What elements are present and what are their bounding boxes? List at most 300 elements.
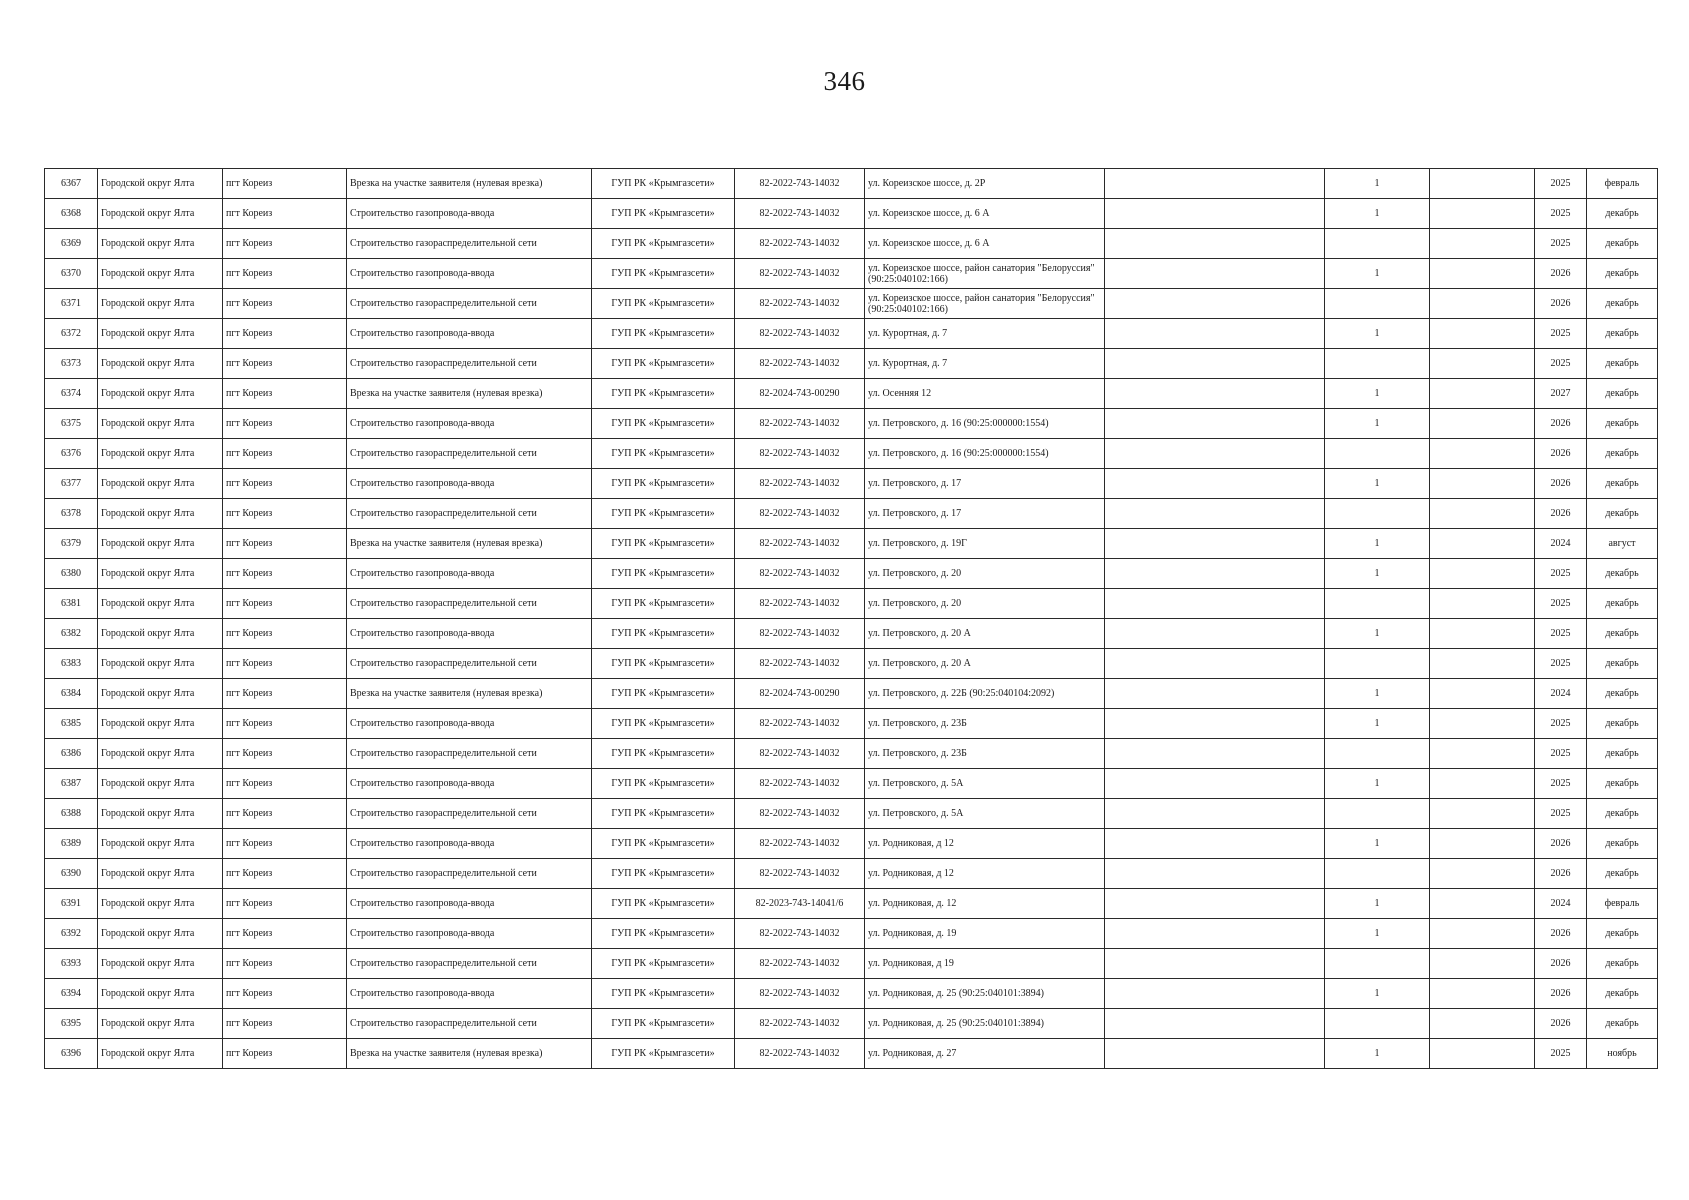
cell-number: 6374 — [45, 379, 98, 409]
cell-quantity: 1 — [1325, 679, 1430, 709]
cell-month: декабрь — [1587, 619, 1658, 649]
cell-organization: ГУП РК «Крымгазсети» — [592, 289, 735, 319]
cell-work-type: Строительство газопровода-ввода — [347, 259, 592, 289]
cell-district: Городской округ Ялта — [98, 919, 223, 949]
cell-year: 2026 — [1535, 919, 1587, 949]
cell-code: 82-2022-743-14032 — [735, 439, 865, 469]
cell-district: Городской округ Ялта — [98, 409, 223, 439]
cell-number: 6377 — [45, 469, 98, 499]
cell-number: 6389 — [45, 829, 98, 859]
cell-month: декабрь — [1587, 799, 1658, 829]
table-row — [45, 349, 1658, 379]
cell-code: 82-2022-743-14032 — [735, 1009, 865, 1039]
cell-year: 2026 — [1535, 979, 1587, 1009]
cell-work-type: Строительство газопровода-ввода — [347, 319, 592, 349]
cell-number: 6396 — [45, 1039, 98, 1069]
cell-number: 6392 — [45, 919, 98, 949]
cell-month: декабрь — [1587, 259, 1658, 289]
cell-quantity: 1 — [1325, 559, 1430, 589]
cell-district: Городской округ Ялта — [98, 379, 223, 409]
cell-extra — [1105, 439, 1325, 469]
cell-quantity: 1 — [1325, 829, 1430, 859]
cell-district: Городской округ Ялта — [98, 859, 223, 889]
cell-extra — [1105, 229, 1325, 259]
cell-month: декабрь — [1587, 559, 1658, 589]
cell-year: 2024 — [1535, 889, 1587, 919]
cell-number: 6379 — [45, 529, 98, 559]
cell-year: 2025 — [1535, 1039, 1587, 1069]
cell-month: февраль — [1587, 169, 1658, 199]
cell-year: 2026 — [1535, 469, 1587, 499]
cell-blank — [1430, 349, 1535, 379]
cell-extra — [1105, 259, 1325, 289]
cell-code: 82-2022-743-14032 — [735, 829, 865, 859]
cell-address: ул. Петровского, д. 22Б (90:25:040104:2092) — [865, 679, 1105, 709]
cell-address: ул. Петровского, д. 20 А — [865, 619, 1105, 649]
cell-blank — [1430, 439, 1535, 469]
cell-number: 6382 — [45, 619, 98, 649]
cell-blank — [1430, 379, 1535, 409]
table-row — [45, 409, 1658, 439]
cell-extra — [1105, 469, 1325, 499]
cell-year: 2024 — [1535, 529, 1587, 559]
cell-extra — [1105, 619, 1325, 649]
cell-year: 2026 — [1535, 289, 1587, 319]
cell-code: 82-2022-743-14032 — [735, 499, 865, 529]
cell-organization: ГУП РК «Крымгазсети» — [592, 679, 735, 709]
cell-district: Городской округ Ялта — [98, 289, 223, 319]
cell-extra — [1105, 829, 1325, 859]
cell-code: 82-2022-743-14032 — [735, 229, 865, 259]
cell-locality: пгт Кореиз — [223, 439, 347, 469]
cell-address: ул. Петровского, д. 16 (90:25:000000:1554) — [865, 439, 1105, 469]
cell-quantity — [1325, 649, 1430, 679]
cell-month: декабрь — [1587, 469, 1658, 499]
cell-address: ул. Родниковая, д. 19 — [865, 919, 1105, 949]
cell-number: 6375 — [45, 409, 98, 439]
cell-quantity — [1325, 859, 1430, 889]
cell-number: 6370 — [45, 259, 98, 289]
cell-organization: ГУП РК «Крымгазсети» — [592, 1039, 735, 1069]
cell-organization: ГУП РК «Крымгазсети» — [592, 889, 735, 919]
cell-number: 6378 — [45, 499, 98, 529]
cell-organization: ГУП РК «Крымгазсети» — [592, 169, 735, 199]
cell-extra — [1105, 199, 1325, 229]
cell-month: декабрь — [1587, 319, 1658, 349]
cell-organization: ГУП РК «Крымгазсети» — [592, 829, 735, 859]
cell-locality: пгт Кореиз — [223, 799, 347, 829]
table-row — [45, 649, 1658, 679]
cell-blank — [1430, 259, 1535, 289]
cell-blank — [1430, 829, 1535, 859]
cell-code: 82-2022-743-14032 — [735, 949, 865, 979]
cell-quantity: 1 — [1325, 409, 1430, 439]
cell-locality: пгт Кореиз — [223, 559, 347, 589]
cell-address: ул. Петровского, д. 23Б — [865, 709, 1105, 739]
cell-code: 82-2022-743-14032 — [735, 919, 865, 949]
cell-number: 6390 — [45, 859, 98, 889]
cell-work-type: Строительство газораспределительной сети — [347, 799, 592, 829]
table-row — [45, 619, 1658, 649]
cell-month: декабрь — [1587, 439, 1658, 469]
cell-address: ул. Родниковая, д 12 — [865, 829, 1105, 859]
cell-code: 82-2024-743-00290 — [735, 679, 865, 709]
cell-month: декабрь — [1587, 349, 1658, 379]
cell-year: 2026 — [1535, 409, 1587, 439]
cell-extra — [1105, 349, 1325, 379]
cell-address: ул. Кореизское шоссе, д. 2Р — [865, 169, 1105, 199]
cell-work-type: Строительство газораспределительной сети — [347, 439, 592, 469]
cell-quantity — [1325, 439, 1430, 469]
cell-month: декабрь — [1587, 979, 1658, 1009]
cell-district: Городской округ Ялта — [98, 1039, 223, 1069]
cell-district: Городской округ Ялта — [98, 799, 223, 829]
cell-district: Городской округ Ялта — [98, 709, 223, 739]
cell-locality: пгт Кореиз — [223, 679, 347, 709]
cell-extra — [1105, 379, 1325, 409]
cell-blank — [1430, 289, 1535, 319]
cell-locality: пгт Кореиз — [223, 349, 347, 379]
cell-work-type: Строительство газораспределительной сети — [347, 499, 592, 529]
cell-quantity: 1 — [1325, 919, 1430, 949]
cell-address: ул. Курортная, д. 7 — [865, 319, 1105, 349]
cell-address: ул. Родниковая, д. 25 (90:25:040101:3894) — [865, 1009, 1105, 1039]
cell-month: декабрь — [1587, 409, 1658, 439]
cell-blank — [1430, 499, 1535, 529]
cell-code: 82-2022-743-14032 — [735, 739, 865, 769]
cell-blank — [1430, 709, 1535, 739]
cell-locality: пгт Кореиз — [223, 229, 347, 259]
cell-work-type: Строительство газопровода-ввода — [347, 469, 592, 499]
cell-address: ул. Петровского, д. 5А — [865, 799, 1105, 829]
cell-district: Городской округ Ялта — [98, 589, 223, 619]
table-row — [45, 739, 1658, 769]
table-row — [45, 439, 1658, 469]
cell-work-type: Строительство газораспределительной сети — [347, 229, 592, 259]
table-row — [45, 499, 1658, 529]
cell-organization: ГУП РК «Крымгазсети» — [592, 559, 735, 589]
cell-quantity: 1 — [1325, 529, 1430, 559]
cell-code: 82-2024-743-00290 — [735, 379, 865, 409]
cell-address: ул. Петровского, д. 20 — [865, 589, 1105, 619]
cell-month: декабрь — [1587, 499, 1658, 529]
cell-work-type: Строительство газопровода-ввода — [347, 559, 592, 589]
cell-extra — [1105, 499, 1325, 529]
cell-extra — [1105, 1009, 1325, 1039]
table-row — [45, 529, 1658, 559]
cell-work-type: Строительство газопровода-ввода — [347, 919, 592, 949]
cell-blank — [1430, 919, 1535, 949]
table-row — [45, 379, 1658, 409]
cell-organization: ГУП РК «Крымгазсети» — [592, 319, 735, 349]
cell-address: ул. Петровского, д. 19Г — [865, 529, 1105, 559]
table-row — [45, 829, 1658, 859]
cell-work-type: Врезка на участке заявителя (нулевая врезка) — [347, 379, 592, 409]
cell-district: Городской округ Ялта — [98, 169, 223, 199]
cell-locality: пгт Кореиз — [223, 259, 347, 289]
cell-organization: ГУП РК «Крымгазсети» — [592, 529, 735, 559]
cell-extra — [1105, 979, 1325, 1009]
cell-address: ул. Петровского, д. 17 — [865, 499, 1105, 529]
cell-locality: пгт Кореиз — [223, 829, 347, 859]
table-row — [45, 259, 1658, 289]
cell-organization: ГУП РК «Крымгазсети» — [592, 949, 735, 979]
cell-code: 82-2022-743-14032 — [735, 529, 865, 559]
cell-number: 6369 — [45, 229, 98, 259]
cell-number: 6381 — [45, 589, 98, 619]
cell-extra — [1105, 859, 1325, 889]
cell-year: 2025 — [1535, 709, 1587, 739]
cell-quantity: 1 — [1325, 1039, 1430, 1069]
cell-extra — [1105, 739, 1325, 769]
cell-quantity — [1325, 229, 1430, 259]
cell-work-type: Строительство газопровода-ввода — [347, 619, 592, 649]
cell-number: 6395 — [45, 1009, 98, 1039]
cell-address: ул. Кореизское шоссе, район санатория "Белоруссия" (90:25:040102:166) — [865, 259, 1105, 289]
cell-address: ул. Петровского, д. 17 — [865, 469, 1105, 499]
cell-blank — [1430, 679, 1535, 709]
cell-work-type: Строительство газопровода-ввода — [347, 409, 592, 439]
cell-number: 6391 — [45, 889, 98, 919]
cell-locality: пгт Кореиз — [223, 199, 347, 229]
cell-address: ул. Кореизское шоссе, район санатория "Белоруссия" (90:25:040102:166) — [865, 289, 1105, 319]
table-row — [45, 199, 1658, 229]
table-row — [45, 319, 1658, 349]
cell-blank — [1430, 649, 1535, 679]
cell-extra — [1105, 949, 1325, 979]
cell-year: 2025 — [1535, 769, 1587, 799]
cell-number: 6385 — [45, 709, 98, 739]
cell-year: 2026 — [1535, 499, 1587, 529]
table-row — [45, 889, 1658, 919]
cell-locality: пгт Кореиз — [223, 289, 347, 319]
cell-blank — [1430, 769, 1535, 799]
cell-year: 2027 — [1535, 379, 1587, 409]
cell-quantity: 1 — [1325, 619, 1430, 649]
cell-district: Городской округ Ялта — [98, 559, 223, 589]
cell-blank — [1430, 319, 1535, 349]
cell-address: ул. Курортная, д. 7 — [865, 349, 1105, 379]
cell-district: Городской округ Ялта — [98, 199, 223, 229]
cell-extra — [1105, 589, 1325, 619]
cell-locality: пгт Кореиз — [223, 709, 347, 739]
cell-locality: пгт Кореиз — [223, 949, 347, 979]
cell-district: Городской округ Ялта — [98, 949, 223, 979]
cell-number: 6384 — [45, 679, 98, 709]
table-row — [45, 919, 1658, 949]
cell-organization: ГУП РК «Крымгазсети» — [592, 619, 735, 649]
cell-district: Городской округ Ялта — [98, 649, 223, 679]
cell-blank — [1430, 559, 1535, 589]
cell-month: декабрь — [1587, 949, 1658, 979]
cell-number: 6371 — [45, 289, 98, 319]
cell-organization: ГУП РК «Крымгазсети» — [592, 709, 735, 739]
cell-blank — [1430, 1009, 1535, 1039]
cell-locality: пгт Кореиз — [223, 409, 347, 439]
cell-organization: ГУП РК «Крымгазсети» — [592, 799, 735, 829]
cell-code: 82-2022-743-14032 — [735, 979, 865, 1009]
cell-number: 6372 — [45, 319, 98, 349]
table-row — [45, 679, 1658, 709]
cell-code: 82-2022-743-14032 — [735, 169, 865, 199]
cell-number: 6373 — [45, 349, 98, 379]
cell-quantity: 1 — [1325, 979, 1430, 1009]
cell-year: 2026 — [1535, 829, 1587, 859]
cell-quantity — [1325, 499, 1430, 529]
cell-code: 82-2022-743-14032 — [735, 799, 865, 829]
cell-work-type: Строительство газораспределительной сети — [347, 289, 592, 319]
cell-number: 6368 — [45, 199, 98, 229]
cell-work-type: Врезка на участке заявителя (нулевая врезка) — [347, 169, 592, 199]
cell-address: ул. Родниковая, д. 25 (90:25:040101:3894) — [865, 979, 1105, 1009]
cell-number: 6387 — [45, 769, 98, 799]
cell-month: декабрь — [1587, 589, 1658, 619]
cell-code: 82-2022-743-14032 — [735, 319, 865, 349]
cell-locality: пгт Кореиз — [223, 589, 347, 619]
cell-locality: пгт Кореиз — [223, 1009, 347, 1039]
table-row — [45, 589, 1658, 619]
cell-locality: пгт Кореиз — [223, 859, 347, 889]
cell-quantity — [1325, 799, 1430, 829]
cell-extra — [1105, 649, 1325, 679]
cell-year: 2025 — [1535, 169, 1587, 199]
cell-district: Городской округ Ялта — [98, 439, 223, 469]
cell-extra — [1105, 319, 1325, 349]
cell-work-type: Строительство газопровода-ввода — [347, 199, 592, 229]
cell-extra — [1105, 289, 1325, 319]
cell-work-type: Строительство газораспределительной сети — [347, 589, 592, 619]
cell-quantity — [1325, 589, 1430, 619]
cell-blank — [1430, 199, 1535, 229]
cell-work-type: Строительство газораспределительной сети — [347, 349, 592, 379]
cell-organization: ГУП РК «Крымгазсети» — [592, 439, 735, 469]
table-row — [45, 169, 1658, 199]
cell-year: 2026 — [1535, 949, 1587, 979]
cell-organization: ГУП РК «Крымгазсети» — [592, 349, 735, 379]
cell-extra — [1105, 889, 1325, 919]
cell-address: ул. Петровского, д. 5А — [865, 769, 1105, 799]
cell-code: 82-2022-743-14032 — [735, 589, 865, 619]
cell-code: 82-2022-743-14032 — [735, 619, 865, 649]
cell-district: Городской округ Ялта — [98, 319, 223, 349]
cell-district: Городской округ Ялта — [98, 979, 223, 1009]
cell-address: ул. Петровского, д. 23Б — [865, 739, 1105, 769]
table-row — [45, 1009, 1658, 1039]
cell-code: 82-2022-743-14032 — [735, 469, 865, 499]
cell-code: 82-2022-743-14032 — [735, 859, 865, 889]
cell-extra — [1105, 529, 1325, 559]
cell-work-type: Строительство газопровода-ввода — [347, 889, 592, 919]
cell-code: 82-2022-743-14032 — [735, 649, 865, 679]
registry-table — [44, 168, 1658, 1069]
cell-locality: пгт Кореиз — [223, 919, 347, 949]
cell-month: декабрь — [1587, 739, 1658, 769]
cell-blank — [1430, 169, 1535, 199]
cell-quantity: 1 — [1325, 319, 1430, 349]
cell-code: 82-2022-743-14032 — [735, 289, 865, 319]
cell-work-type: Строительство газопровода-ввода — [347, 979, 592, 1009]
cell-locality: пгт Кореиз — [223, 889, 347, 919]
cell-blank — [1430, 799, 1535, 829]
cell-quantity: 1 — [1325, 259, 1430, 289]
cell-year: 2025 — [1535, 349, 1587, 379]
cell-year: 2025 — [1535, 199, 1587, 229]
cell-year: 2025 — [1535, 619, 1587, 649]
cell-locality: пгт Кореиз — [223, 619, 347, 649]
cell-work-type: Врезка на участке заявителя (нулевая врезка) — [347, 1039, 592, 1069]
table-row — [45, 559, 1658, 589]
cell-quantity: 1 — [1325, 379, 1430, 409]
cell-year: 2025 — [1535, 739, 1587, 769]
cell-extra — [1105, 409, 1325, 439]
cell-code: 82-2022-743-14032 — [735, 559, 865, 589]
cell-blank — [1430, 469, 1535, 499]
table-row — [45, 769, 1658, 799]
cell-work-type: Строительство газопровода-ввода — [347, 829, 592, 859]
cell-locality: пгт Кореиз — [223, 379, 347, 409]
cell-month: декабрь — [1587, 289, 1658, 319]
cell-locality: пгт Кореиз — [223, 169, 347, 199]
cell-month: декабрь — [1587, 1009, 1658, 1039]
cell-district: Городской округ Ялта — [98, 889, 223, 919]
cell-work-type: Строительство газораспределительной сети — [347, 649, 592, 679]
cell-code: 82-2022-743-14032 — [735, 409, 865, 439]
cell-extra — [1105, 1039, 1325, 1069]
cell-number: 6386 — [45, 739, 98, 769]
cell-number: 6376 — [45, 439, 98, 469]
cell-number: 6388 — [45, 799, 98, 829]
cell-locality: пгт Кореиз — [223, 319, 347, 349]
registry-table-body — [45, 169, 1658, 1069]
cell-organization: ГУП РК «Крымгазсети» — [592, 259, 735, 289]
cell-district: Городской округ Ялта — [98, 769, 223, 799]
cell-year: 2026 — [1535, 439, 1587, 469]
cell-month: декабрь — [1587, 679, 1658, 709]
cell-month: декабрь — [1587, 769, 1658, 799]
cell-quantity — [1325, 289, 1430, 319]
cell-organization: ГУП РК «Крымгазсети» — [592, 979, 735, 1009]
cell-address: ул. Осенняя 12 — [865, 379, 1105, 409]
table-row — [45, 979, 1658, 1009]
cell-district: Городской округ Ялта — [98, 1009, 223, 1039]
cell-locality: пгт Кореиз — [223, 649, 347, 679]
cell-address: ул. Кореизское шоссе, д. 6 А — [865, 199, 1105, 229]
cell-work-type: Строительство газораспределительной сети — [347, 859, 592, 889]
cell-month: декабрь — [1587, 919, 1658, 949]
cell-quantity: 1 — [1325, 199, 1430, 229]
cell-blank — [1430, 409, 1535, 439]
cell-organization: ГУП РК «Крымгазсети» — [592, 409, 735, 439]
cell-year: 2026 — [1535, 259, 1587, 289]
cell-code: 82-2022-743-14032 — [735, 769, 865, 799]
cell-address: ул. Кореизское шоссе, д. 6 А — [865, 229, 1105, 259]
cell-district: Городской округ Ялта — [98, 739, 223, 769]
cell-organization: ГУП РК «Крымгазсети» — [592, 469, 735, 499]
cell-organization: ГУП РК «Крымгазсети» — [592, 1009, 735, 1039]
cell-locality: пгт Кореиз — [223, 769, 347, 799]
cell-extra — [1105, 799, 1325, 829]
cell-district: Городской округ Ялта — [98, 499, 223, 529]
cell-quantity: 1 — [1325, 709, 1430, 739]
cell-quantity: 1 — [1325, 469, 1430, 499]
cell-code: 82-2022-743-14032 — [735, 199, 865, 229]
cell-organization: ГУП РК «Крымгазсети» — [592, 859, 735, 889]
cell-code: 82-2022-743-14032 — [735, 709, 865, 739]
cell-quantity: 1 — [1325, 169, 1430, 199]
table-row — [45, 859, 1658, 889]
cell-year: 2025 — [1535, 319, 1587, 349]
cell-extra — [1105, 679, 1325, 709]
